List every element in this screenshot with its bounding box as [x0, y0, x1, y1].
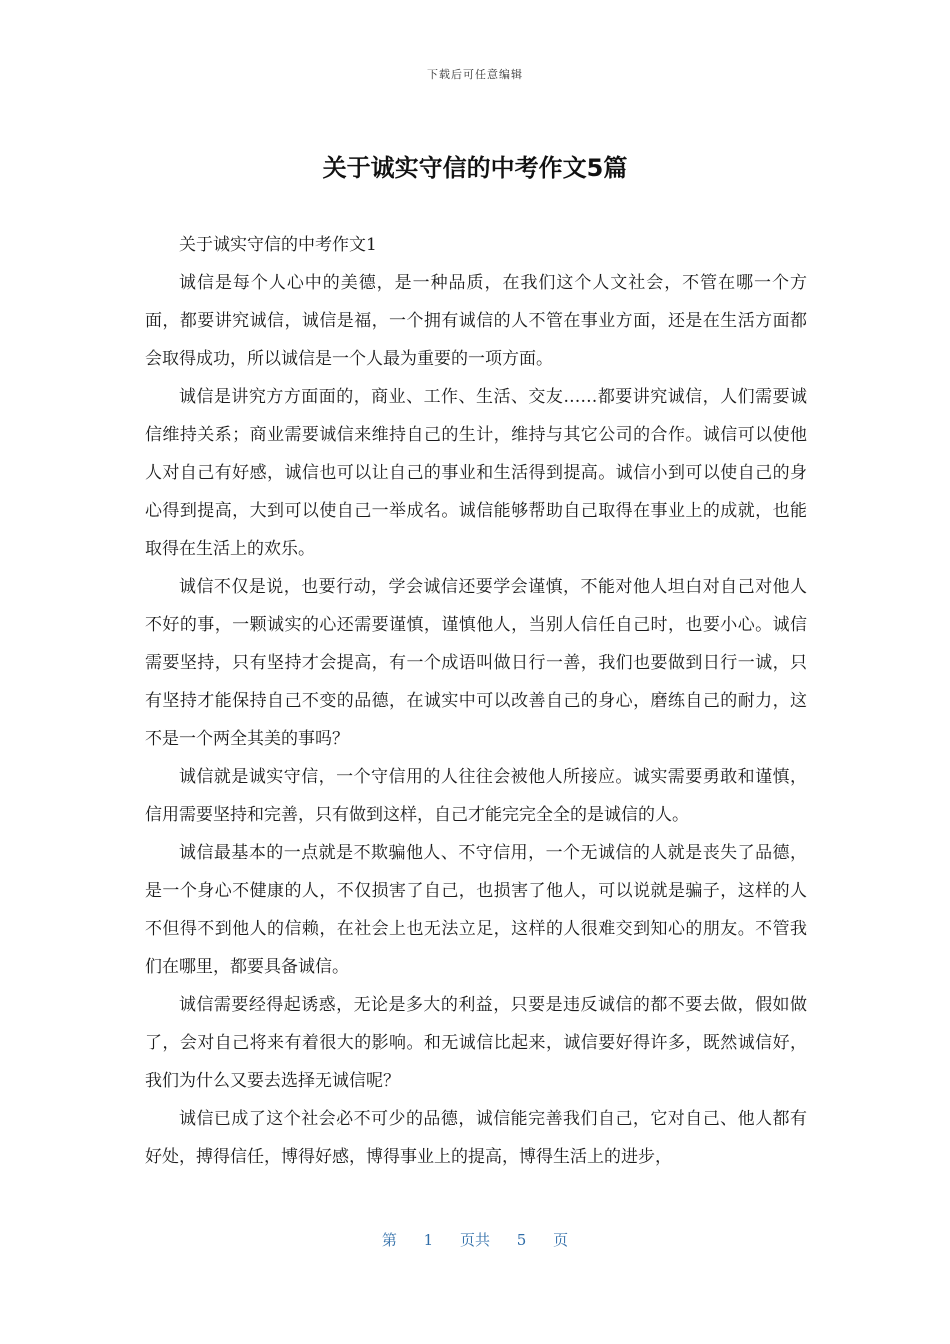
section-heading: 关于诚实守信的中考作文1 — [179, 235, 377, 255]
paragraph: 诚信已成了这个社会必不可少的品德，诚信能完善我们自己，它对自己、他人都有好处，搏得信任，博得好感，博得事业上的提高，博得生活上的进步， — [145, 1109, 807, 1167]
footer-label-ye-gong: 页共 — [459, 1231, 490, 1249]
page-number-total: 5 — [516, 1231, 527, 1249]
header-note: 下载后可任意编辑 — [427, 68, 523, 81]
paragraph: 诚信是讲究方方面面的，商业、工作、生活、交友……都要讲究诚信，人们需要诚信维持关系；商业需要诚信来维持自己的生计，维持与其它公司的合作。诚信可以使他人对自己有好感，诚信也可以让自己的事业和生活得到提高。诚信小到可以使自己的身心得到提高，大到可以使自己一举成名。诚信能够帮助自己取得在事业上的成就，也能取得在生活上的欢乐。 — [145, 387, 807, 559]
paragraph: 诚信需要经得起诱惑，无论是多大的利益，只要是违反诚信的都不要去做，假如做了，会对自己将来有着很大的影响。和无诚信比起来，诚信要好得许多，既然诚信好，我们为什么又要去选择无诚信呢？ — [145, 995, 807, 1091]
footer-label-ye: 页 — [553, 1231, 569, 1249]
paragraph: 诚信不仅是说，也要行动，学会诚信还要学会谨慎，不能对他人坦白对自己对他人不好的事，一颗诚实的心还需要谨慎，谨慎他人，当别人信任自己时，也要小心。诚信需要坚持，只有坚持才会提高，有一个成语叫做日行一善，我们也要做到日行一诚，只有坚持才能保持自己不变的品德，在诚实中可以改善自己的身心，磨练自己的耐力，这不是一个两全其美的事吗？ — [145, 577, 807, 749]
paragraph: 诚信就是诚实守信，一个守信用的人往往会被他人所接应。诚实需要勇敢和谨慎，信用需要坚持和完善，只有做到这样，自己才能完完全全的是诚信的人。 — [145, 767, 807, 825]
paragraph: 诚信最基本的一点就是不欺骗他人、不守信用，一个无诚信的人就是丧失了品德，是一个身心不健康的人，不仅损害了自己，也损害了他人，可以说就是骗子，这样的人不但得不到他人的信赖，在社会上也无法立足，这样的人很难交到知心的朋友。不管我们在哪里，都要具备诚信。 — [145, 843, 807, 977]
footer-label-di: 第 — [381, 1231, 397, 1249]
document-title: 关于诚实守信的中考作文5篇 — [322, 154, 628, 182]
paragraph: 诚信是每个人心中的美德，是一种品质，在我们这个人文社会，不管在哪一个方面，都要讲究诚信，诚信是福，一个拥有诚信的人不管在事业方面，还是在生活方面都会取得成功，所以诚信是一个人最为重要的一项方面。 — [145, 273, 807, 369]
document-body — [145, 226, 807, 1176]
page-number-current: 1 — [423, 1231, 434, 1249]
page-footer — [0, 1229, 950, 1250]
